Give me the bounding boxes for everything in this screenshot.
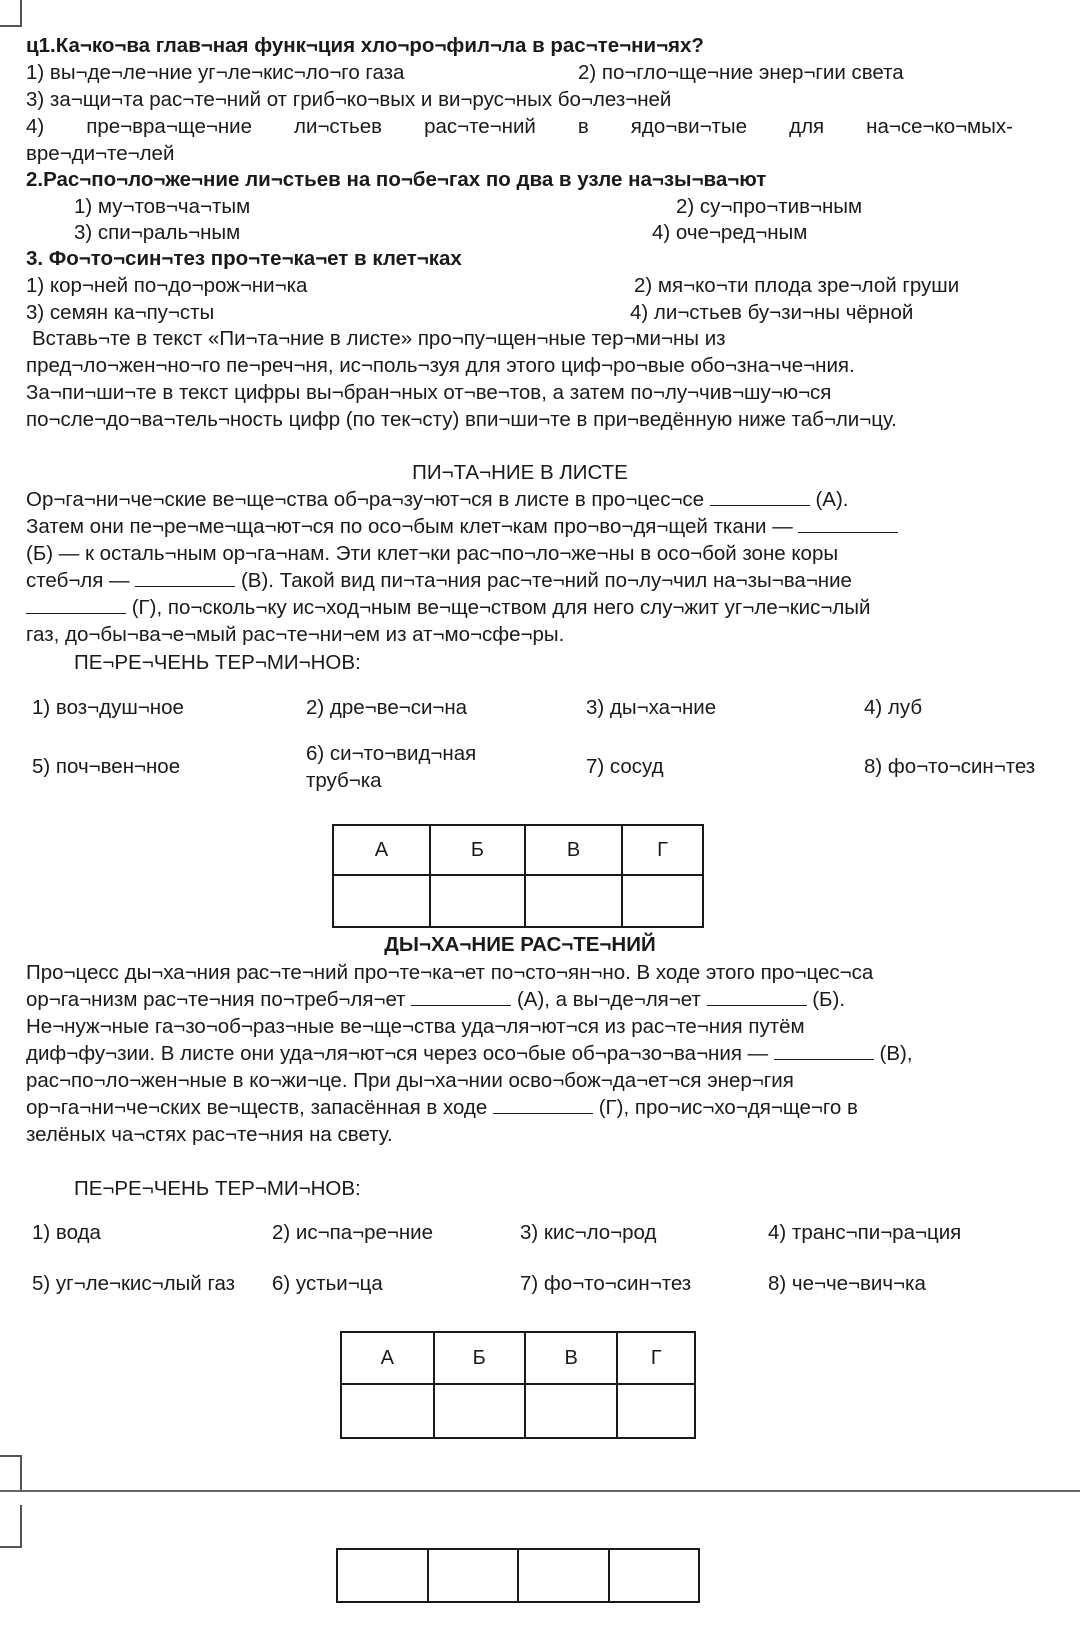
nutrition-line-1 — [26, 487, 849, 513]
respiration-text: (Б). — [806, 988, 846, 1011]
nutrition-text: Ор¬га¬ни¬че¬ские ве¬ще¬ства об¬ра¬зу¬ют¬ся в листе в про¬цес¬се — [26, 488, 710, 511]
respiration-line-6 — [26, 1095, 858, 1121]
nutrition-term: 1) воз¬душ¬ное — [32, 696, 184, 719]
respiration-text: диф¬фу¬зии. В листе они уда¬ля¬ют¬ся через осо¬бые об¬ра¬зо¬ва¬ния — — [26, 1042, 774, 1065]
respiration-term: 7) фо¬то¬син¬тез — [520, 1272, 692, 1295]
instruction-line: по¬сле¬до¬ва¬тель¬ность цифр (по тек¬сту) впи¬ши¬те в при¬ведённую ниже таб¬ли¬цу. — [26, 408, 897, 431]
corner-mark-bottom-h — [0, 1546, 22, 1548]
nutrition-term: 4) луб — [864, 696, 923, 719]
answer-cell-b[interactable] — [430, 875, 525, 927]
corner-mark-mid-h — [0, 1455, 22, 1457]
respiration-term: 5) уг¬ле¬кис¬лый газ — [32, 1272, 236, 1295]
answer-cell-b[interactable] — [434, 1384, 525, 1438]
nutrition-text: (Г), по¬сколь¬ку ис¬ход¬ным ве¬ще¬ством для него слу¬жит уг¬ле¬кис¬лый — [126, 596, 871, 619]
respiration-line-4 — [26, 1041, 913, 1067]
table-header-v: В — [525, 1332, 618, 1384]
q3-option-1: 1) кор¬ней по¬до¬рож¬ни¬ка — [26, 274, 308, 297]
corner-mark-mid — [20, 1455, 22, 1490]
nutrition-term: 2) дре¬ве¬си¬на — [306, 696, 468, 719]
answer-cell-g[interactable] — [622, 875, 703, 927]
instruction-line: За¬пи¬ши¬те в текст цифры вы¬бран¬ных от¬ве¬тов, а затем по¬лу¬чив¬шу¬ю¬ся — [26, 381, 832, 404]
corner-mark-top — [20, 0, 22, 25]
nutrition-heading: ПИ¬ТА¬НИЕ В ЛИСТЕ — [412, 461, 628, 484]
instruction-line: Вставь¬те в текст «Пи¬та¬ние в листе» про¬пу¬щен¬ные тер¬ми¬ны из — [32, 327, 726, 350]
nutrition-term: 6) си¬то¬вид¬ная — [306, 742, 477, 765]
respiration-text: (Г), про¬ис¬хо¬дя¬ще¬го в — [593, 1096, 858, 1119]
respiration-line-1: Про¬цесс ды¬ха¬ния рас¬те¬ний про¬те¬ка¬ет по¬сто¬ян¬но. В ходе этого про¬цес¬са — [26, 961, 874, 984]
nutrition-term: 8) фо¬то¬син¬тез — [864, 755, 1036, 778]
q2-option-3: 3) спи¬раль¬ным — [74, 221, 241, 244]
nutrition-line-5 — [26, 595, 871, 621]
respiration-text: (А), а вы¬де¬ля¬ет — [511, 988, 707, 1011]
table-header-b: Б — [430, 825, 525, 875]
q1-option-4-continuation: вре¬ди¬те¬лей — [26, 142, 175, 165]
nutrition-term: 3) ды¬ха¬ние — [586, 696, 717, 719]
answer-cell-v[interactable] — [525, 875, 622, 927]
q1-option-4-word: для — [789, 115, 825, 138]
table-header-g: Г — [617, 1332, 695, 1384]
nutrition-text: стеб¬ля — — [26, 569, 136, 592]
blank-a[interactable] — [411, 987, 511, 1006]
respiration-line-5: рас¬по¬ло¬жен¬ные в ко¬жи¬це. При ды¬ха¬нии осво¬бож¬да¬ет¬ся энер¬гия — [26, 1069, 794, 1092]
respiration-term: 3) кис¬ло¬род — [520, 1221, 657, 1244]
respiration-term: 8) че¬че¬вич¬ка — [768, 1272, 926, 1295]
nutrition-answer-table — [332, 824, 704, 928]
respiration-term: 2) ис¬па¬ре¬ние — [272, 1221, 434, 1244]
respiration-terms-heading: ПЕ¬РЕ¬ЧЕНЬ ТЕР¬МИ¬НОВ: — [74, 1177, 361, 1200]
respiration-line-3: Не¬нуж¬ные га¬зо¬об¬раз¬ные ве¬ще¬ства уда¬ля¬ют¬ся из рас¬те¬ния путём — [26, 1015, 805, 1038]
q1-option-4-word: рас¬те¬ний — [424, 115, 536, 138]
respiration-line-2 — [26, 987, 845, 1013]
blank-d[interactable] — [26, 595, 126, 614]
answer-cell[interactable] — [518, 1549, 609, 1602]
nutrition-text: Затем они пе¬ре¬ме¬ща¬ют¬ся по осо¬бым клет¬кам про¬во¬дя¬щей ткани — — [26, 515, 799, 538]
table-header-g: Г — [622, 825, 703, 875]
respiration-heading: ДЫ¬ХА¬НИЕ РАС¬ТЕ¬НИЙ — [384, 933, 656, 956]
q2-option-1: 1) му¬тов¬ча¬тым — [74, 195, 251, 218]
respiration-term: 6) устьи¬ца — [272, 1272, 383, 1295]
corner-mark-top-h — [0, 25, 22, 27]
table-header-v: В — [525, 825, 622, 875]
question-2-title: 2.Рас¬по¬ло¬же¬ние ли¬стьев на по¬бе¬гах по два в узле на¬зы¬ва¬ют — [26, 168, 767, 191]
answer-cell-a[interactable] — [341, 1384, 434, 1438]
answer-cell-v[interactable] — [525, 1384, 618, 1438]
blank-b[interactable] — [707, 987, 807, 1006]
nutrition-text: (В). Такой вид пи¬та¬ния рас¬те¬ний по¬лу¬чил на¬зы¬ва¬ние — [235, 569, 852, 592]
nutrition-line-2 — [26, 514, 898, 540]
answer-cell-g[interactable] — [617, 1384, 695, 1438]
nutrition-text: (А). — [809, 488, 849, 511]
respiration-line-7: зелёных ча¬стях рас¬те¬ния на свету. — [26, 1123, 393, 1146]
q1-option-1: 1) вы¬де¬ле¬ние уг¬ле¬кис¬ло¬го газа — [26, 61, 405, 84]
nutrition-line-6: газ, до¬бы¬ва¬е¬мый рас¬те¬ни¬ем из ат¬мо¬сфе¬ры. — [26, 623, 565, 646]
answer-cell[interactable] — [428, 1549, 519, 1602]
answer-cell-a[interactable] — [333, 875, 430, 927]
table-header-a: А — [333, 825, 430, 875]
q1-option-4-word: в — [577, 115, 589, 138]
q1-option-4 — [26, 114, 1013, 140]
blank-c[interactable] — [774, 1041, 874, 1060]
answer-cell[interactable] — [337, 1549, 428, 1602]
nutrition-line-4 — [26, 568, 852, 594]
respiration-term: 4) транс¬пи¬ра¬ция — [768, 1221, 962, 1244]
nutrition-terms-heading: ПЕ¬РЕ¬ЧЕНЬ ТЕР¬МИ¬НОВ: — [74, 651, 361, 674]
q2-option-2: 2) су¬про¬тив¬ным — [676, 195, 863, 218]
q1-option-4-word: пре¬вра¬ще¬ние — [86, 115, 252, 138]
instruction-line: пред¬ло¬жен¬но¬го пе¬реч¬ня, ис¬поль¬зуя для этого циф¬ро¬вые обо¬зна¬че¬ния. — [26, 354, 855, 377]
q3-option-3: 3) семян ка¬пу¬сты — [26, 301, 215, 324]
nutrition-term: 5) поч¬вен¬ное — [32, 755, 181, 778]
answer-cell[interactable] — [609, 1549, 700, 1602]
respiration-text: (В), — [873, 1042, 913, 1065]
respiration-term: 1) вода — [32, 1221, 101, 1244]
blank-a[interactable] — [710, 487, 810, 506]
q3-option-2: 2) мя¬ко¬ти плода зре¬лой груши — [634, 274, 960, 297]
respiration-text: ор¬га¬ни¬че¬ских ве¬ществ, запасённая в ходе — [26, 1096, 493, 1119]
q1-option-3: 3) за¬щи¬та рас¬те¬ний от гриб¬ко¬вых и ви¬рус¬ных бо¬лез¬ней — [26, 88, 672, 111]
page-separator — [0, 1490, 1080, 1492]
nutrition-term: 7) сосуд — [586, 755, 664, 778]
blank-b[interactable] — [798, 514, 898, 533]
respiration-answer-table — [340, 1331, 696, 1439]
nutrition-line-3: (Б) — к осталь¬ным ор¬га¬нам. Эти клет¬ки рас¬по¬ло¬же¬ны в осо¬бой зоне коры — [26, 542, 839, 565]
table-header-b: Б — [434, 1332, 525, 1384]
question-1-title: ц1.Ка¬ко¬ва глав¬ная функ¬ция хло¬ро¬фил¬ла в рас¬те¬ни¬ях? — [26, 34, 704, 57]
q1-option-4-word: ли¬стьев — [294, 115, 383, 138]
q1-option-4-word: 4) — [26, 115, 45, 138]
question-3-title: 3. Фо¬то¬син¬тез про¬те¬ка¬ет в клет¬ках — [26, 247, 462, 270]
table-header-a: А — [341, 1332, 434, 1384]
extra-answer-table — [336, 1548, 700, 1603]
q1-option-2: 2) по¬гло¬ще¬ние энер¬гии света — [578, 61, 904, 84]
q1-option-4-word: на¬се¬ко¬мых- — [866, 115, 1013, 138]
blank-d[interactable] — [493, 1095, 593, 1114]
corner-mark-bottom — [20, 1505, 22, 1547]
q2-option-4: 4) оче¬ред¬ным — [652, 221, 808, 244]
nutrition-term-continuation: труб¬ка — [306, 769, 382, 792]
q3-option-4: 4) ли¬стьев бу¬зи¬ны чёрной — [630, 301, 914, 324]
blank-c[interactable] — [135, 568, 235, 587]
q1-option-4-word: ядо¬ви¬тые — [630, 115, 748, 138]
respiration-text: ор¬га¬низм рас¬те¬ния по¬треб¬ля¬ет — [26, 988, 412, 1011]
